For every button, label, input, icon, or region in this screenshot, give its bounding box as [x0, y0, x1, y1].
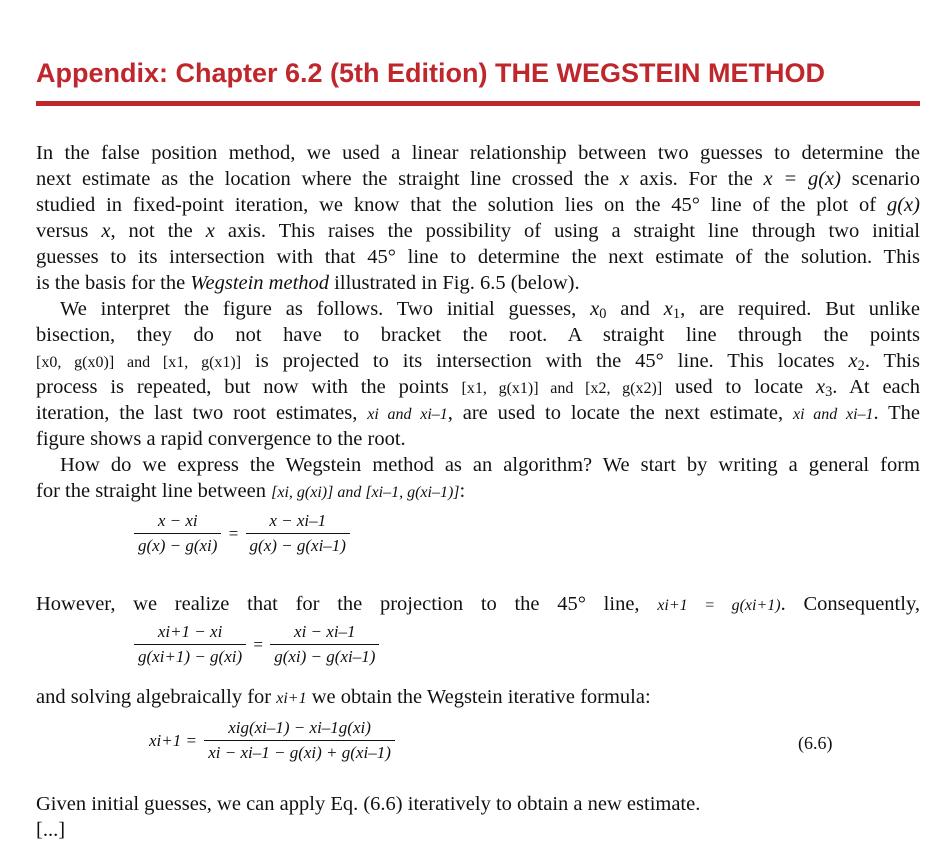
paragraph-4: However, we realize that for the projection to the 45° line, xi+1 = g(xi+1). Consequently,	[36, 593, 920, 615]
paragraph-5: and solving algebraically for xi+1 we obtain the Wegstein iterative formula:	[36, 686, 651, 708]
equation-line-through-guesses: $\frac{x - xi}{g(x) - g(xi)}$ = $\frac{x - xi-1}{g(x) - g(xi-1)}$	[134, 511, 350, 556]
equation-wegstein-formula: xi+1 = $\frac{\text{xig(xi–1) − xi–1g(xi)}}{xi - xi-1 - g(xi) + g(xi-1)}$	[146, 718, 395, 763]
p2-line-3: [x0, g(x0)] and [x1, g(x1)] is projected to its intersection with the 45° line. This locates $x_2$. This	[36, 350, 920, 374]
eq2-fraction-left: $\frac{xi+1 - xi}{g(xi+1) - g(xi)}$	[134, 622, 246, 667]
eq2-fraction-right: $\frac{xi - xi-1}{g(xi) - g(xi-1)}$	[270, 622, 379, 667]
eq3-fraction: $\frac{\text{xig(xi–1) − xi–1g(xi)}}{xi - xi-1 - g(xi) + g(xi-1)}$	[204, 718, 395, 763]
p1-line-6: is the basis for the Wegstein method illustrated in Fig. 6.5 (below).	[36, 272, 580, 294]
paragraph-6-line-1: Given initial guesses, we can apply Eq. (6.6) iteratively to obtain a new estimate.	[36, 793, 701, 815]
p1-line-2: next estimate as the location where the straight line crossed the x axis. For the x = g(x) scenario	[36, 168, 921, 190]
page-title: Appendix: Chapter 6.2 (5th Edition) THE WEGSTEIN METHOD	[36, 58, 826, 88]
equation-projection: $\frac{xi+1 - xi}{g(xi+1) - g(xi)}$ = $\frac{xi - xi-1}{g(xi) - g(xi-1)}$	[134, 622, 379, 667]
p2-line-1: We interpret the figure as follows. Two initial guesses, $x_0$ and $x_1$, are required. But unlike	[60, 298, 920, 322]
eq1-fraction-right: $\frac{x - xi-1}{g(x) - g(xi-1)}$	[246, 511, 350, 556]
eq1-fraction-left: $\frac{x - xi}{g(x) - g(xi)}$	[134, 511, 221, 556]
p1-line-4: versus x, not the x axis. This raises the possibility of using a straight line through two initial	[36, 220, 920, 242]
p2-line-2: bisection, they do not have to bracket the root. A straight line through the points	[36, 324, 920, 346]
p2-line-6: figure shows a rapid convergence to the root.	[36, 428, 406, 450]
title-underline	[36, 101, 920, 106]
p1-line-3: studied in fixed-point iteration, we know that the solution lies on the 45° line of the plot of g(x)	[36, 194, 920, 216]
p2-line-5: iteration, the last two root estimates, xi and xi–1, are used to locate the next estimate, xi and xi–1. The	[36, 402, 920, 424]
p1-line-1: In the false position method, we used a linear relationship between two guesses to determine the	[36, 142, 920, 164]
p3-line-2: for the straight line between [xi, g(xi)] and [xi–1, g(xi–1)]:	[36, 480, 466, 502]
p3-line-1: How do we express the Wegstein method as an algorithm? We start by writing a general form	[60, 454, 920, 476]
p1-line-5: guesses to its intersection with that 45° line to determine the next estimate of the solution. This	[36, 246, 920, 268]
paragraph-6-line-2: [...]	[36, 819, 66, 841]
equation-number: (6.6)	[798, 733, 833, 753]
p2-line-4: process is repeated, but now with the points [x1, g(x1)] and [x2, g(x2)] used to locate $x_3$. At each	[36, 376, 920, 400]
